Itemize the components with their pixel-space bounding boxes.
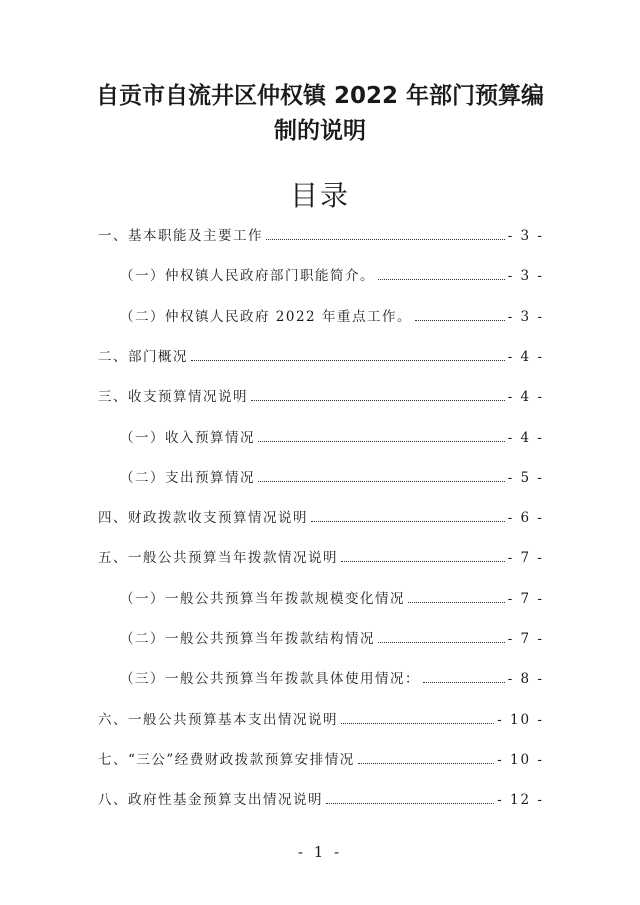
toc-entry-label: （二）支出预算情况	[120, 469, 255, 486]
toc-entry[interactable]	[120, 266, 544, 286]
toc-entry[interactable]	[120, 428, 544, 448]
toc-entry-page: - 7 -	[507, 550, 544, 567]
toc-dot-leader	[358, 763, 494, 764]
toc-entry[interactable]	[120, 629, 544, 649]
toc-entry[interactable]	[120, 468, 544, 488]
toc-dot-leader	[258, 481, 505, 482]
toc-entry-label: 四、财政拨款收支预算情况说明	[98, 510, 308, 527]
toc-heading: 目录	[289, 179, 350, 212]
toc-entry[interactable]	[98, 548, 544, 568]
toc-entry-label: （二）仲权镇人民政府 2022 年重点工作。	[120, 308, 412, 325]
toc-entry-label: （二）一般公共预算当年拨款结构情况	[120, 631, 375, 647]
toc-entry-page: - 3 -	[507, 228, 544, 244]
toc-entry-page: - 7 -	[507, 590, 544, 607]
document-title-line-1: 自贡市自流井区仲权镇 2022 年部门预算编	[95, 83, 545, 109]
toc-entry-page: - 4 -	[507, 348, 544, 365]
toc-dot-leader	[326, 803, 494, 804]
toc-entry-label: 六、一般公共预算基本支出情况说明	[98, 711, 338, 728]
toc-entry[interactable]	[120, 307, 544, 327]
toc-dot-leader	[191, 360, 505, 361]
toc-entry-label: （一）收入预算情况	[120, 429, 255, 446]
toc-entry-page: - 4 -	[507, 429, 544, 446]
toc-dot-leader	[311, 521, 505, 522]
toc-entry[interactable]	[120, 669, 544, 689]
toc-dot-leader	[378, 279, 505, 280]
toc-dot-leader	[251, 400, 505, 401]
toc-entry[interactable]	[98, 387, 544, 407]
toc-entry-page: - 5 -	[507, 469, 544, 486]
toc-entry[interactable]	[98, 750, 544, 770]
toc-entry-label: 五、一般公共预算当年拨款情况说明	[98, 550, 338, 567]
toc-entry[interactable]	[98, 710, 544, 730]
toc-dot-leader	[341, 561, 505, 562]
toc-entry[interactable]	[120, 589, 544, 609]
toc-entry-label: 七、“三公”经费财政拨款预算安排情况	[98, 751, 355, 768]
toc-entry-page: - 10 -	[497, 711, 544, 728]
toc-entry-label: 八、政府性基金预算支出情况说明	[98, 792, 323, 809]
toc-dot-leader	[341, 723, 494, 724]
toc-entry[interactable]	[98, 347, 544, 367]
toc-entry-label: 二、部门概况	[98, 348, 188, 365]
toc-entry-page: - 10 -	[497, 751, 544, 768]
toc-entry-page: - 3 -	[507, 308, 544, 325]
toc-entry[interactable]	[98, 508, 544, 528]
toc-entry-label: 一、基本职能及主要工作	[98, 228, 263, 244]
toc-entry-label: （三）一般公共预算当年拨款具体使用情况：	[120, 671, 420, 688]
page-number: - 1 -	[297, 843, 343, 861]
toc-entry-page: - 12 -	[497, 792, 544, 809]
toc-entry-page: - 3 -	[507, 268, 544, 285]
toc-entry[interactable]	[98, 790, 544, 810]
document-title-line-2: 制的说明	[274, 118, 366, 144]
toc-entry[interactable]	[98, 226, 544, 246]
toc-dot-leader	[258, 441, 505, 442]
toc-dot-leader	[266, 239, 505, 240]
toc-entry-label: （一）一般公共预算当年拨款规模变化情况	[120, 590, 405, 607]
toc-entry-page: - 8 -	[507, 671, 544, 688]
toc-entry-page: - 4 -	[507, 389, 544, 406]
toc-entry-label: （一）仲权镇人民政府部门职能简介。	[120, 268, 375, 285]
toc-dot-leader	[415, 320, 505, 321]
toc-dot-leader	[378, 642, 505, 643]
toc-dot-leader	[408, 602, 505, 603]
toc-dot-leader	[423, 682, 505, 683]
toc-entry-page: - 7 -	[507, 631, 544, 647]
toc-entry-label: 三、收支预算情况说明	[98, 389, 248, 406]
toc-entry-page: - 6 -	[507, 510, 544, 527]
